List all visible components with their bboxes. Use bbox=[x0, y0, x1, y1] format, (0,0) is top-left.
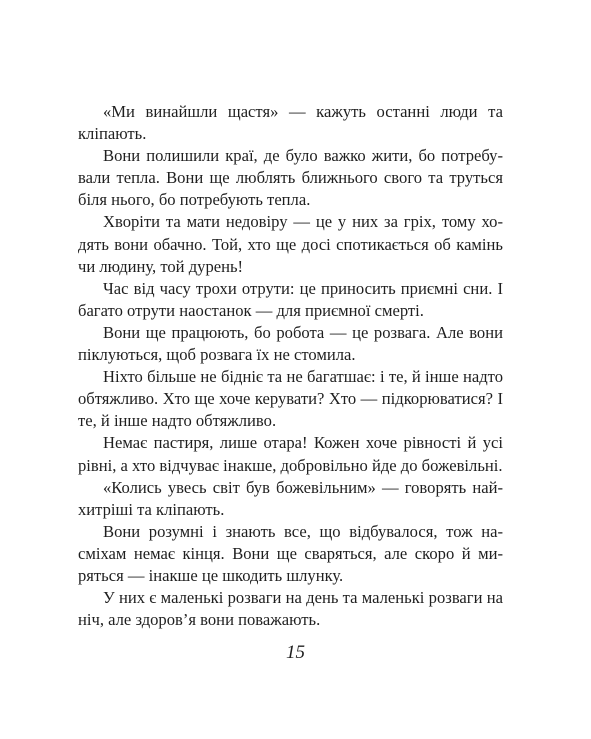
paragraph: «Колись увесь світ був божевільним» — говорять найхитріші та кліпають. bbox=[78, 477, 503, 519]
paragraph: Хворіти та мати недовіру — це у них за гріх, тому ходять вони обачно. Той, хто ще досі спотикається об камінь чи людину, той дурень! bbox=[78, 212, 503, 276]
body-text bbox=[78, 101, 503, 631]
paragraph: Час від часу трохи отрути: це приносить приємні сни. І багато отрути наостанок — для приємної смерті. bbox=[78, 278, 503, 320]
paragraph: Вони полишили краї, де було важко жити, бо потребували тепла. Вони ще люблять ближнього свого та труться біля нього, бо потребують тепла. bbox=[78, 146, 503, 210]
paragraph: Вони ще працюють, бо робота — це розвага. Але вони піклуються, щоб розвага їх не стомила. bbox=[78, 322, 503, 365]
paragraph: У них є маленькі розваги на день та маленькі розваги на ніч, але здоров’я вони поважають. bbox=[78, 588, 503, 630]
paragraph: «Ми винайшли щастя» — кажуть останні люди та кліпають. bbox=[78, 102, 503, 144]
paragraph: Ніхто більше не бідніє та не багатшає: і те, й інше надто обтяжливо. Хто ще хоче керувати? Хто — підкорюватися? І те, й інше надто обтяжливо. bbox=[78, 367, 503, 431]
paragraph: Немає пастиря, лише отара! Кожен хоче рівності й усі рівні, а хто відчуває інакше, добровільно йде до божевільні. bbox=[78, 433, 503, 475]
page-number: 15 bbox=[286, 642, 305, 663]
paragraph: Вони розумні і знають все, що відбувалося, тож насміхам немає кінця. Вони ще сваряться, але скоро й миряться — інакше це шкодить шлунку. bbox=[78, 521, 503, 585]
